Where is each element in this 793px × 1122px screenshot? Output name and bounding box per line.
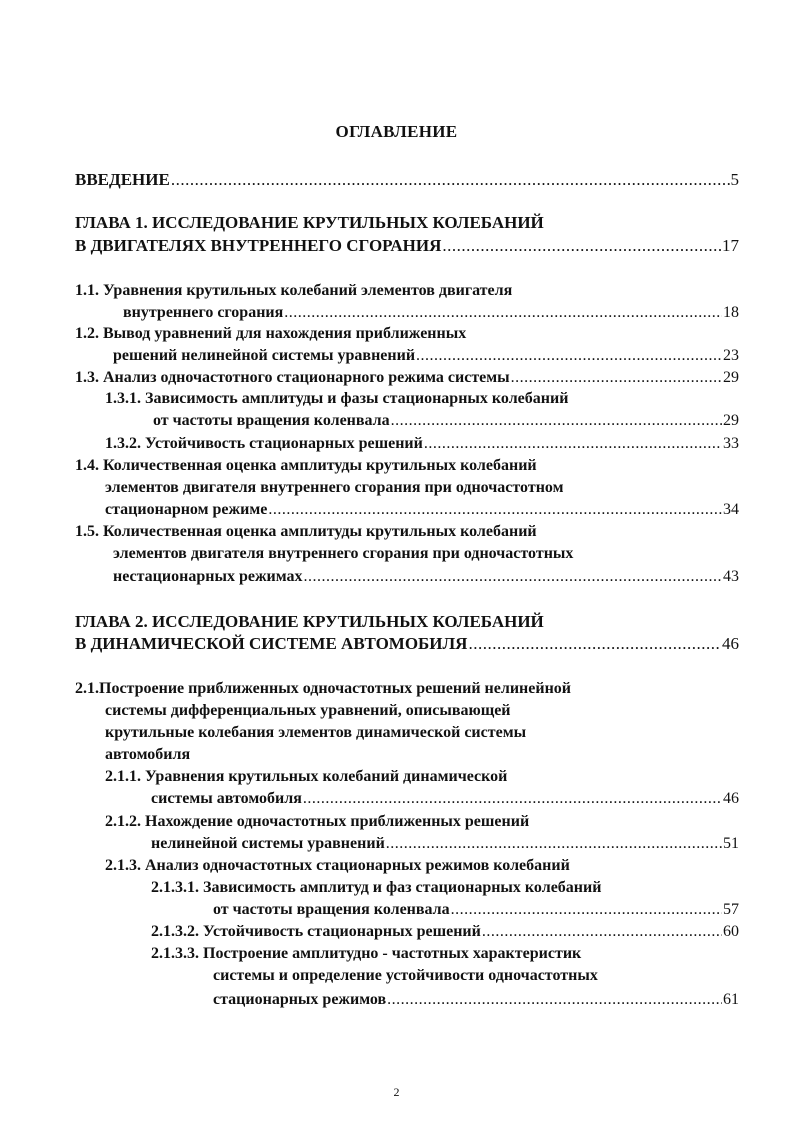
toc-section-1-5-subheading: элементов двигателя внутреннего сгорания при одночастотных: [113, 545, 574, 562]
toc-entry-2-1-3-2[interactable]: [151, 922, 739, 942]
toc-entry-introduction[interactable]: [75, 170, 739, 190]
toc-section-2-1-line-4[interactable]: автомобиля: [105, 746, 191, 763]
toc-entry-label: ВВЕДЕНИЕ: [75, 170, 170, 189]
toc-section-1-1-heading: 1.1. Уравнения крутильных колебаний элементов двигателя: [75, 282, 513, 299]
toc-entry-1-2[interactable]: [113, 346, 739, 366]
dot-leader: [442, 236, 721, 256]
toc-page-number: 61: [723, 991, 739, 1008]
toc-page-number: 17: [722, 236, 739, 255]
toc-entry-1-3[interactable]: [75, 368, 739, 388]
dot-leader: [386, 834, 722, 854]
dot-leader: [451, 900, 722, 920]
toc-entry-label: решений нелинейной системы уравнений: [113, 347, 416, 364]
toc-section-2-1-2-heading: 2.1.2. Нахождение одночастотных приближенных решений: [105, 813, 530, 830]
toc-entry-label: от частоты вращения коленвала: [213, 901, 450, 918]
toc-page-number: 43: [723, 568, 739, 585]
toc-chapter-1-heading: ГЛАВА 1. ИССЛЕДОВАНИЕ КРУТИЛЬНЫХ КОЛЕБАНИЙ: [75, 213, 544, 232]
toc-entry-label: от частоты вращения коленвала: [153, 412, 390, 429]
toc-entry-label: нестационарных режимах: [113, 568, 303, 585]
dot-leader: [268, 500, 722, 520]
toc-page-number: 60: [723, 923, 739, 940]
toc-section-1-3-1-heading: 1.3.1. Зависимость амплитуды и фазы стационарных колебаний: [105, 390, 569, 407]
toc-entry-chapter-1[interactable]: [75, 236, 739, 256]
toc-page-number: 51: [723, 835, 739, 852]
dot-leader: [468, 634, 721, 654]
toc-entry-label: 2.1.3.2. Устойчивость стационарных решений: [151, 923, 481, 940]
dot-leader: [391, 411, 722, 431]
toc-entry-label: нелинейной системы уравнений: [151, 835, 385, 852]
toc-section-2-1-heading: 2.1.Построение приближенных одночастотных решений нелинейной: [75, 680, 572, 697]
toc-section-2-1-3-3-heading: 2.1.3.3. Построение амплитудно - частотных характеристик: [151, 945, 582, 962]
toc-section-2-1-1-heading: 2.1.1. Уравнения крутильных колебаний динамической: [105, 768, 508, 785]
toc-entry-2-1-1[interactable]: [151, 789, 739, 809]
toc-entry-label: внутреннего сгорания: [123, 304, 284, 321]
dot-leader: [424, 434, 722, 454]
toc-page-number: 23: [723, 347, 739, 364]
toc-entry-label: 1.3.2. Устойчивость стационарных решений: [105, 435, 423, 452]
toc-section-2-1-3-3-line-2: системы и определение устойчивости одночастотных: [213, 967, 598, 984]
dot-leader: [482, 922, 722, 942]
dot-leader: [416, 346, 722, 366]
toc-page-number: 5: [730, 170, 739, 189]
toc-entry-chapter-2[interactable]: [75, 634, 739, 654]
toc-page-number: 33: [723, 435, 739, 452]
dot-leader: [171, 170, 730, 190]
toc-section-2-1-3-heading[interactable]: 2.1.3. Анализ одночастотных стационарных режимов колебаний: [105, 857, 570, 874]
toc-section-1-2-heading: 1.2. Вывод уравнений для нахождения приближенных: [75, 325, 467, 342]
toc-entry-label: стационарных режимов: [213, 991, 387, 1008]
dot-leader: [284, 303, 722, 323]
toc-entry-label: системы автомобиля: [151, 790, 302, 807]
toc-entry-1-3-2[interactable]: [105, 434, 739, 454]
page-title: ОГЛАВЛЕНИЕ: [335, 122, 458, 141]
toc-entry-1-4[interactable]: [105, 500, 739, 520]
toc-chapter-2-heading: ГЛАВА 2. ИССЛЕДОВАНИЕ КРУТИЛЬНЫХ КОЛЕБАНИЙ: [75, 612, 544, 631]
dot-leader: [387, 990, 722, 1010]
toc-section-2-1-line-3: крутильные колебания элементов динамической системы: [105, 724, 527, 741]
toc-entry-label: стационарном режиме: [105, 501, 268, 518]
toc-section-1-5-heading: 1.5. Количественная оценка амплитуды крутильных колебаний: [75, 523, 537, 540]
toc-page-number: 57: [723, 901, 739, 918]
toc-page-number: 18: [723, 304, 739, 321]
toc-page-number: 34: [723, 501, 739, 518]
toc-entry-1-1[interactable]: [123, 303, 739, 323]
toc-page-number: 29: [723, 369, 739, 386]
toc-entry-2-1-3-3[interactable]: [213, 990, 739, 1010]
toc-section-1-4-subheading: элементов двигателя внутреннего сгорания при одночастотном: [105, 479, 564, 496]
toc-entry-2-1-2[interactable]: [151, 834, 739, 854]
dot-leader: [511, 368, 722, 388]
toc-entry-1-5[interactable]: [113, 567, 739, 587]
toc-entry-label: В ДВИГАТЕЛЯХ ВНУТРЕННЕГО СГОРАНИЯ: [75, 236, 442, 255]
toc-section-1-4-heading: 1.4. Количественная оценка амплитуды крутильных колебаний: [75, 457, 537, 474]
toc-page-number: 46: [722, 634, 739, 653]
toc-page-number: 29: [723, 412, 739, 429]
toc-entry-label: В ДИНАМИЧЕСКОЙ СИСТЕМЕ АВТОМОБИЛЯ: [75, 634, 468, 653]
dot-leader: [304, 567, 722, 587]
dot-leader: [303, 789, 722, 809]
page-number: 2: [393, 1085, 400, 1099]
toc-page-number: 46: [723, 790, 739, 807]
toc-section-2-1-line-2: системы дифференциальных уравнений, описывающей: [105, 702, 511, 719]
toc-section-2-1-3-1-heading: 2.1.3.1. Зависимость амплитуд и фаз стационарных колебаний: [151, 879, 602, 896]
toc-entry-2-1-3-1[interactable]: [213, 900, 739, 920]
toc-entry-label: 1.3. Анализ одночастотного стационарного режима системы: [75, 369, 510, 386]
toc-entry-1-3-1[interactable]: [153, 411, 739, 431]
